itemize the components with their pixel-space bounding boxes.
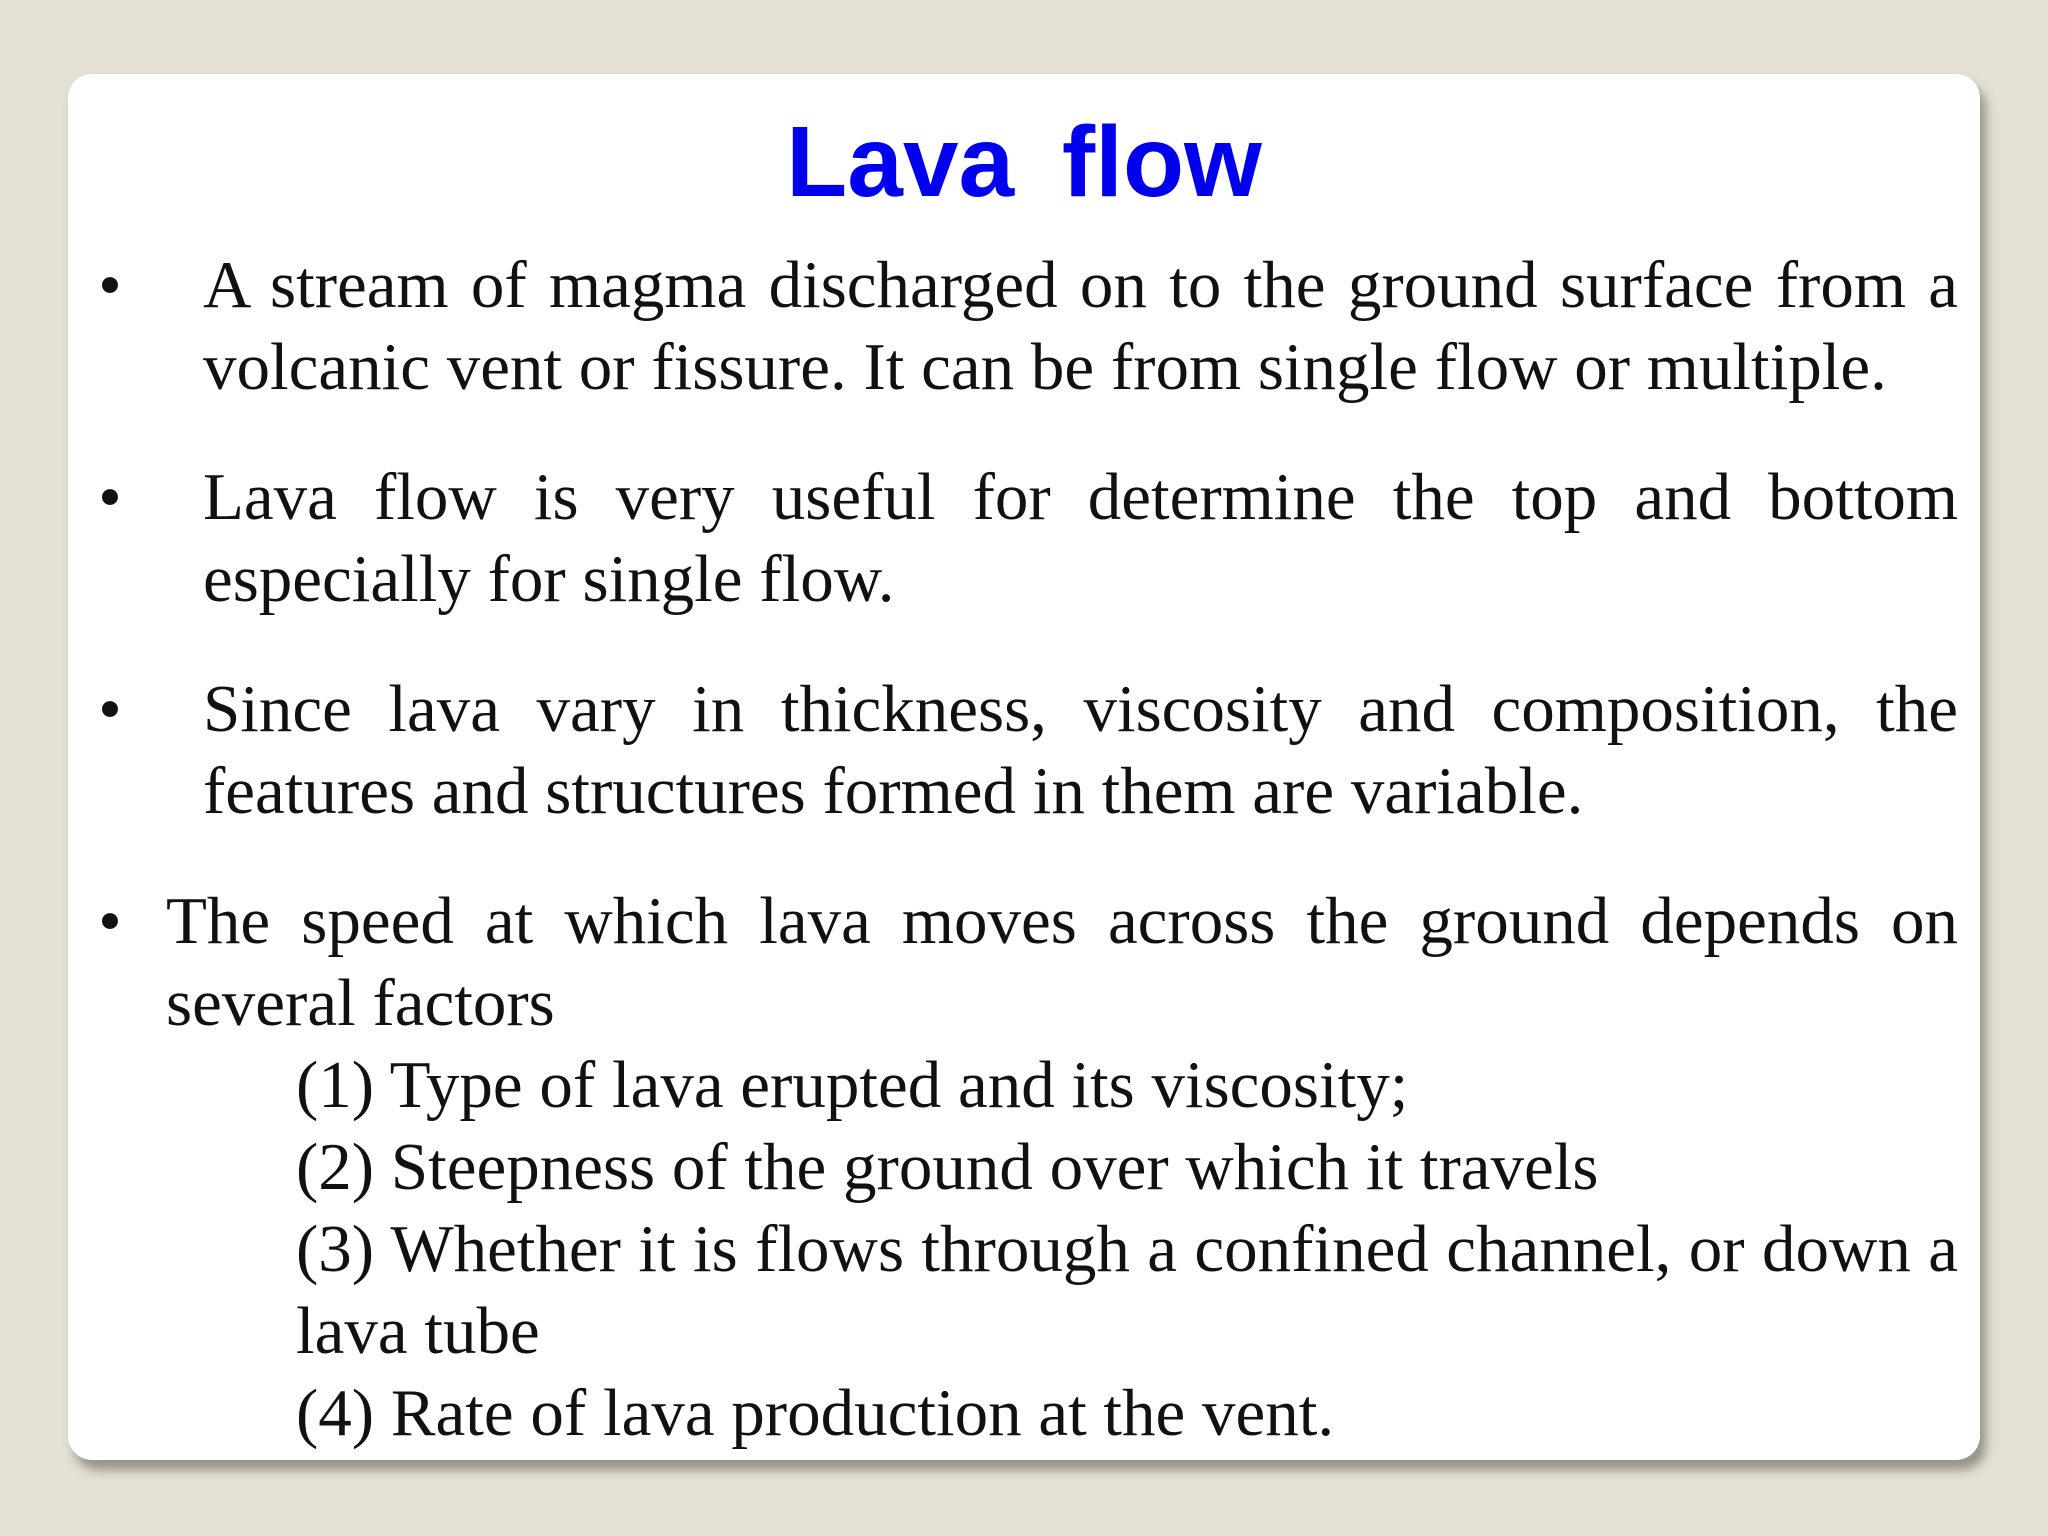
- slide-title: Lava flow: [786, 106, 1262, 218]
- bullet-text: Since lava vary in thickness, viscosity and composition, the features and structures formed in them are variable.: [203, 672, 1958, 828]
- bullet-icon: •: [98, 884, 122, 958]
- factor-item: (2) Steepness of the ground over which it travels: [296, 1130, 1599, 1204]
- bullet-icon: •: [98, 460, 122, 534]
- bullet-text: A stream of magma discharged on to the ground surface from a volcanic vent or fissure. It can be from single flow or multiple.: [203, 248, 1958, 404]
- factor-item: (1) Type of lava erupted and its viscosity;: [296, 1048, 1409, 1122]
- bullet-icon: •: [98, 248, 122, 322]
- factor-item: (4) Rate of lava production at the vent.: [296, 1376, 1335, 1450]
- bullet-text: The speed at which lava moves across the ground depends on several factors: [166, 884, 1958, 1040]
- bullet-text: Lava flow is very useful for determine the top and bottom especially for single flow.: [203, 460, 1958, 616]
- factor-item: (3) Whether it is flows through a confined channel, or down a lava tube: [296, 1212, 1958, 1368]
- bullet-icon: •: [98, 672, 122, 746]
- factor-list: [296, 1044, 1958, 1454]
- slide: [68, 74, 1980, 1460]
